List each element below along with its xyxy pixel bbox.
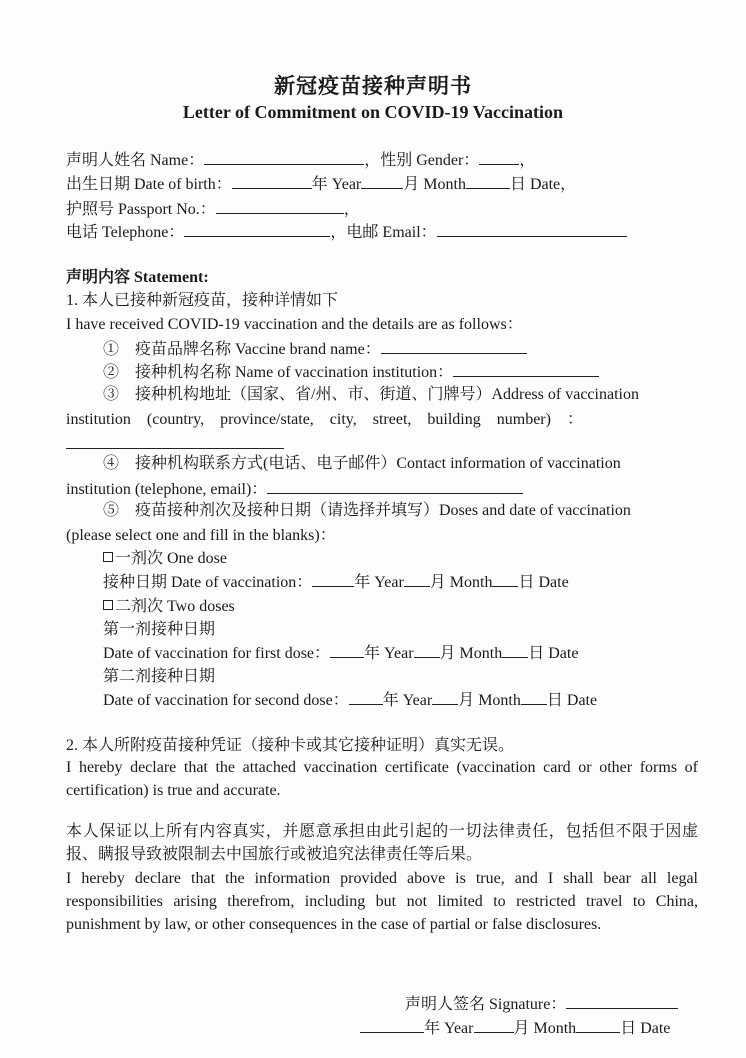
institution-row — [103, 362, 599, 383]
dob-month-label: 月 Month — [403, 176, 466, 193]
dob-day-field[interactable] — [466, 174, 510, 189]
year-label: 年 Year — [382, 692, 433, 709]
date-label: 日 Date — [620, 1020, 671, 1037]
item2-en: I hereby declare that the attached vaccination certificate (vaccination card or other forms of certification) is true and accurate. — [66, 759, 698, 799]
brand-row — [103, 339, 527, 360]
institution-field[interactable] — [453, 362, 599, 377]
passport-field[interactable] — [216, 199, 344, 214]
one-dose-checkbox[interactable] — [103, 552, 113, 562]
contact-line1: ④ 接种机构联系方式(电话、电子邮件）Contact information of vaccination — [103, 455, 621, 472]
doses-line1: ⑤ 疫苗接种剂次及接种日期（请选择并填写）Doses and date of vaccination — [103, 502, 631, 519]
two-doses-checkbox[interactable] — [103, 600, 113, 610]
title-english: Letter of Commitment on COVID-19 Vaccination — [182, 102, 564, 122]
second-dose-year-field[interactable] — [349, 690, 383, 705]
declaration-en: I hereby declare that the information provided above is true, and I shall bear all legal responsibilities arising therefrom, including but not limited to restricted travel to China, punishment by law, or other consequences in the case of partial or false disclosures. — [66, 870, 698, 933]
dob-year-label: 年 Year — [311, 176, 362, 193]
month-label: 月 Month — [513, 1020, 577, 1037]
contact-field[interactable] — [267, 479, 523, 494]
year-label: 年 Year — [424, 1020, 474, 1037]
second-dose-row — [103, 690, 597, 711]
first-dose-year-field[interactable] — [330, 643, 364, 658]
passport-label: 护照号 Passport No.： — [66, 201, 216, 218]
dob-year-field[interactable] — [232, 174, 312, 189]
passport-row — [66, 199, 360, 220]
date-label: 日 Date — [528, 645, 579, 662]
second-dose-day-field[interactable] — [521, 690, 547, 705]
dob-row — [66, 174, 576, 195]
date-label: 日 Date — [518, 574, 569, 591]
phone-label: 电话 Telephone： — [66, 224, 185, 241]
one-dose-date-label: 接种日期 Date of vaccination： — [103, 574, 313, 591]
year-label: 年 Year — [354, 574, 404, 591]
date-label: 日 Date — [546, 692, 598, 709]
month-label: 月 Month — [439, 645, 503, 662]
one-dose-day-field[interactable] — [492, 572, 518, 587]
title-chinese: 新冠疫苗接种声明书 — [274, 74, 472, 98]
dob-month-field[interactable] — [361, 174, 403, 189]
signature-row — [405, 994, 678, 1015]
two-doses-label: 二剂次 Two doses — [115, 598, 235, 615]
item1-cn: 1. 本人已接种新冠疫苗，接种详情如下 — [66, 292, 339, 309]
signature-field[interactable] — [566, 994, 678, 1009]
second-dose-month-field[interactable] — [432, 690, 458, 705]
dob-label: 出生日期 Date of birth： — [66, 176, 232, 193]
brand-field[interactable] — [381, 339, 527, 354]
one-dose-year-field[interactable] — [312, 572, 354, 587]
name-row — [66, 150, 535, 171]
second-dose-label: Date of vaccination for second dose： — [103, 692, 349, 709]
signature-day-field[interactable] — [576, 1018, 620, 1033]
comma: ， — [519, 152, 536, 169]
phone-row — [66, 222, 627, 243]
comma: ， — [343, 201, 360, 218]
signature-month-field[interactable] — [474, 1018, 514, 1033]
gender-field[interactable] — [479, 150, 519, 165]
dob-day-label: 日 Date， — [509, 176, 577, 193]
one-dose-date-row — [103, 572, 569, 593]
name-label: 声明人姓名 Name： — [66, 152, 205, 169]
name-field[interactable] — [204, 150, 364, 165]
month-label: 月 Month — [458, 692, 521, 709]
statement-heading: 声明内容 Statement: — [66, 269, 209, 286]
one-dose-month-field[interactable] — [404, 572, 430, 587]
first-dose-row — [103, 643, 578, 664]
year-label: 年 Year — [364, 645, 414, 662]
two-doses-option[interactable] — [103, 597, 235, 617]
phone-field[interactable] — [184, 222, 330, 237]
one-dose-option[interactable] — [103, 549, 227, 569]
address-line1: ③ 接种机构地址（国家、省/州、市、街道、门牌号）Address of vaccination — [103, 386, 639, 403]
contact-label: institution (telephone, email)： — [66, 481, 268, 498]
month-label: 月 Month — [429, 574, 493, 591]
address-field[interactable] — [66, 434, 284, 449]
signature-date-row — [360, 1018, 670, 1039]
item1-en: I have received COVID-19 vaccination and the details are as follows： — [66, 316, 523, 333]
second-dose-cn: 第二剂接种日期 — [103, 668, 216, 685]
institution-label: ② 接种机构名称 Name of vaccination institution： — [103, 364, 454, 381]
declaration-cn: 本人保证以上所有内容真实，并愿意承担由此引起的一切法律责任，包括但不限于因虚报、瞒报导致被限制去中国旅行或被追究法律责任等后果。 — [66, 823, 698, 863]
signature-label: 声明人签名 Signature： — [405, 996, 567, 1013]
email-field[interactable] — [437, 222, 627, 237]
doses-line2: (please select one and fill in the blanks)： — [66, 527, 336, 544]
first-dose-cn: 第一剂接种日期 — [103, 621, 216, 638]
first-dose-month-field[interactable] — [414, 643, 440, 658]
first-dose-day-field[interactable] — [502, 643, 528, 658]
brand-label: ① 疫苗品牌名称 Vaccine brand name： — [103, 341, 381, 358]
contact-row — [66, 479, 523, 500]
first-dose-label: Date of vaccination for first dose： — [103, 645, 331, 662]
signature-year-field[interactable] — [360, 1018, 424, 1033]
item2-cn: 2. 本人所附疫苗接种凭证（接种卡或其它接种证明）真实无误。 — [66, 737, 515, 754]
gender-label: ，性别 Gender： — [364, 152, 480, 169]
one-dose-label: 一剂次 One dose — [115, 550, 227, 567]
address-line2: institution (country, province/state, city, street, building number) ： — [66, 411, 583, 428]
email-label: ，电邮 Email： — [330, 224, 437, 241]
